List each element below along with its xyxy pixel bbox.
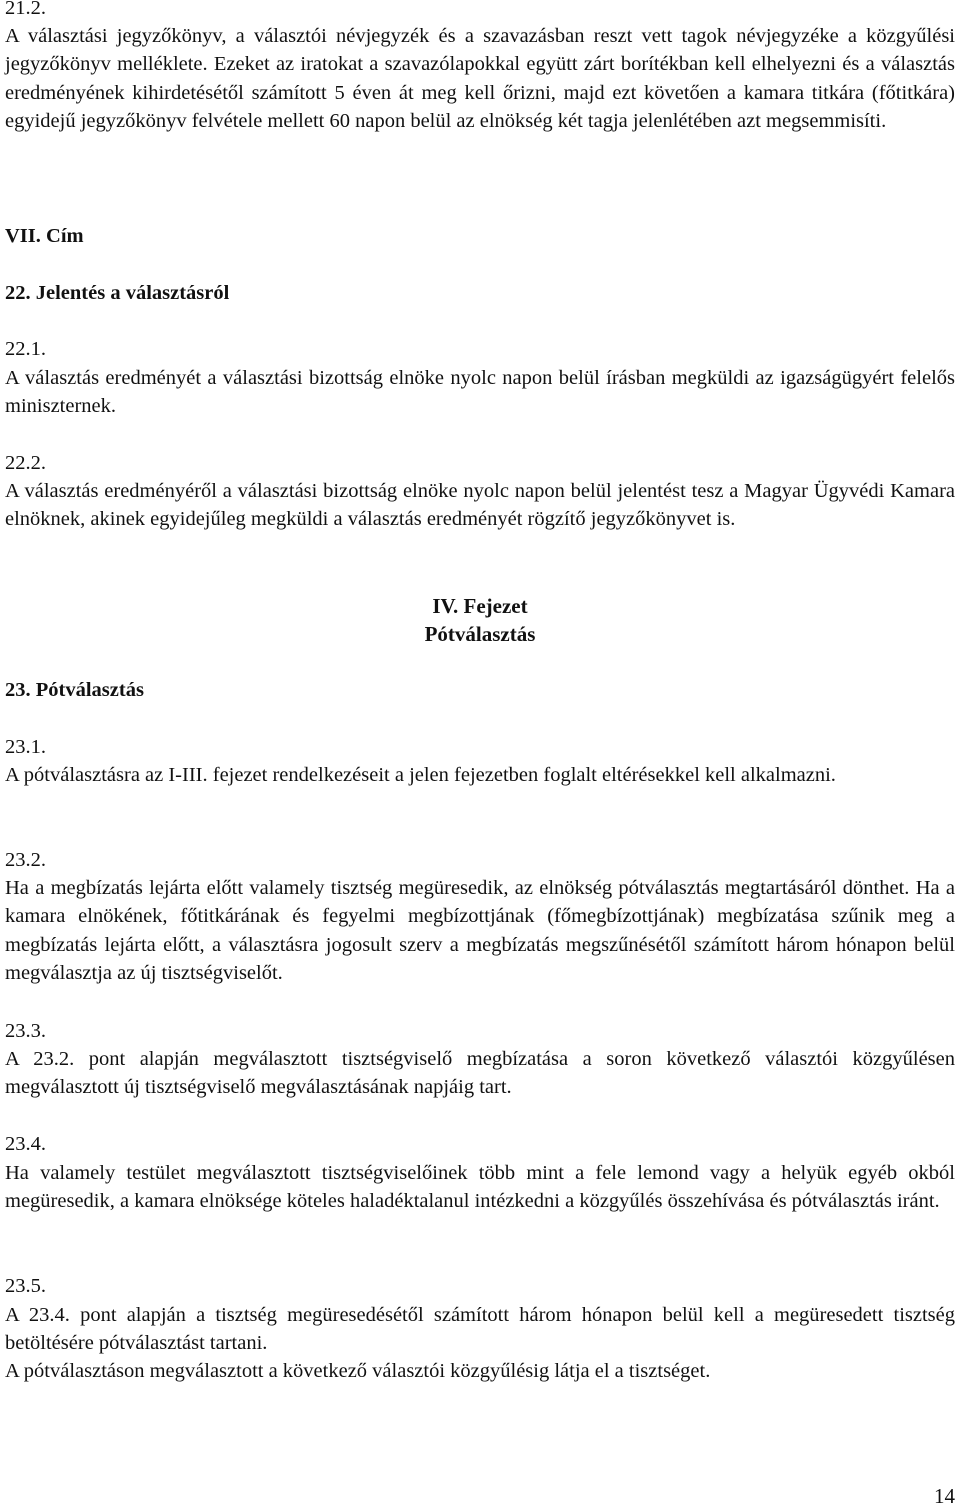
paragraph-23-2: Ha a megbízatás lejárta előtt valamely tisztség megüresedik, az elnökség pótválasztás megtartásáról dönthet. Ha a kamara elnökének, főtitkárának és fegyelmi megbízottjának (főmegbízottjának) megbízatása szűnik meg a megbízatás lejárta előtt, a választásra jogosult szerv a megbízatás megszűnésétől számított három hónapon belül megválasztja az új tisztségviselőt. bbox=[5, 877, 955, 985]
paragraph-23-1: A pótválasztásra az I-III. fejezet rendelkezéseit a jelen fejezetben foglalt eltérésekkel kell alkalmazni. bbox=[5, 764, 836, 786]
paragraph-23-5-continued: A pótválasztáson megválasztott a következő választói közgyűlésig látja el a tisztséget. bbox=[5, 1360, 711, 1382]
paragraph-23-3: A 23.2. pont alapján megválasztott tisztségviselő megbízatása a soron következő választói közgyűlésen megválasztott új tisztségviselő megválasztásának napjáig tart. bbox=[5, 1048, 955, 1099]
section-number-22-2: 22.2. bbox=[5, 452, 46, 474]
section-number-23-1: 23.1. bbox=[5, 736, 46, 758]
section-number-22-1: 22.1. bbox=[5, 338, 46, 360]
chapter-title: Pótválasztás bbox=[424, 622, 536, 646]
section-number-21-2: 21.2. bbox=[5, 0, 46, 19]
heading-22: 22. Jelentés a választásról bbox=[5, 282, 230, 304]
heading-23: 23. Pótválasztás bbox=[5, 679, 144, 701]
paragraph-23-5: A 23.4. pont alapján a tisztség megüresedésétől számított három hónapon belül kell a megüresedett tisztség betöltésére pótválasztást tartani. bbox=[5, 1304, 955, 1355]
chapter-number: IV. Fejezet bbox=[432, 594, 528, 618]
section-number-23-2: 23.2. bbox=[5, 849, 46, 871]
page-number: 14 bbox=[934, 1484, 955, 1508]
paragraph-22-1: A választás eredményét a választási bizottság elnöke nyolc napon belül írásban megküldi az igazságügyért felelős miniszternek. bbox=[5, 367, 955, 418]
title-vii: VII. Cím bbox=[5, 225, 84, 247]
section-number-23-4: 23.4. bbox=[5, 1133, 46, 1155]
paragraph-21-2: A választási jegyzőkönyv, a választói névjegyzék és a szavazásban reszt vett tagok névjegyzéke a közgyűlési jegyzőkönyv melléklete. Ezeket az iratokat a szavazólapokkal együtt zárt borítékban kell elhelyezni és a választás eredményének kihirdetésétől számított 5 éven át meg kell őrizni, majd ezt követően a kamara titkára (főtitkára) egyidejű jegyzőkönyv felvétele mellett 60 napon belül az elnökség két tagja jelenlétében azt megsemmisíti. bbox=[5, 25, 955, 133]
paragraph-23-4: Ha valamely testület megválasztott tisztségviselőinek több mint a fele lemond vagy a helyük egyéb okból megüresedik, a kamara elnöksége köteles haladéktalanul intézkedni a közgyűlés összehívása és pótválasztás iránt. bbox=[5, 1162, 955, 1213]
paragraph-22-2: A választás eredményéről a választási bizottság elnöke nyolc napon belül jelentést tesz a Magyar Ügyvédi Kamara elnöknek, akinek egyidejűleg megküldi a választás eredményét rögzítő jegyzőkönyvet is. bbox=[5, 480, 955, 531]
section-number-23-5: 23.5. bbox=[5, 1275, 46, 1297]
section-number-23-3: 23.3. bbox=[5, 1020, 46, 1042]
